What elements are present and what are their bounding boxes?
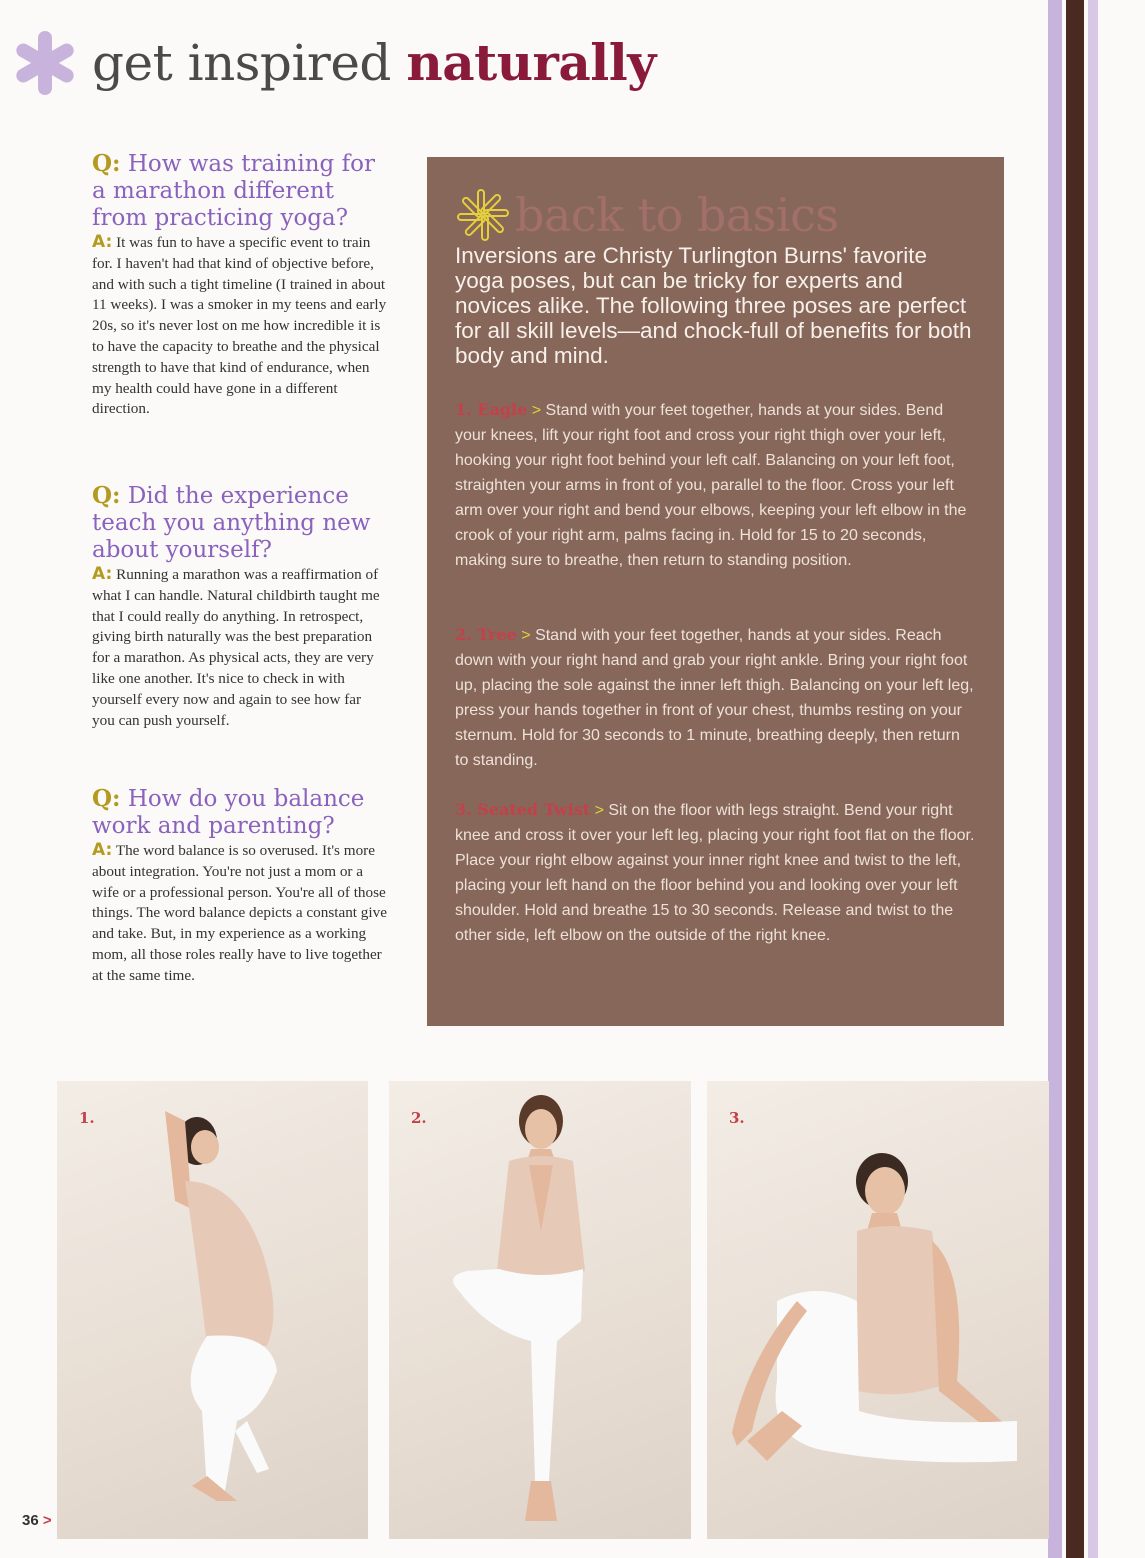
pose-tree [455, 622, 975, 773]
qa-block-3 [92, 785, 387, 987]
question-text: How do you balance work and parenting? [92, 786, 365, 839]
photo-tree-pose [389, 1081, 691, 1539]
question [92, 785, 387, 840]
a-mark: A: [92, 232, 113, 252]
pose-text: Sit on the floor with legs straight. Bend your right knee and cross it over your left leg, placing your right foot flat on the floor. Place your right elbow against your inner right knee and twist to the left, placing your left hand on the floor behind you and looking over your left shoulder. Hold and breathe 15 to 30 seconds. Release and twist to the other side, left elbow on the outside of the right knee. [455, 802, 975, 944]
pose-arrow: > [594, 802, 604, 819]
page-number-arrow: > [42, 1512, 52, 1529]
question-text: How was training for a marathon different from practicing yoga? [92, 151, 375, 231]
answer [92, 564, 387, 731]
q-mark: Q: [92, 785, 121, 812]
question [92, 150, 387, 232]
question-text: Did the experience teach you anything new about yourself? [92, 483, 371, 563]
photo-label: 3. [729, 1109, 745, 1127]
answer-text: It was fun to have a specific event to train for. I haven't had that kind of objective before, and with such a tight timeline (I trained in about 11 weeks). I was a smoker in my teens and early 20s, so it's never lost on me how incredible it is to have the capacity to breathe and the physical strength to have that kind of endurance, when my health could have gone in a different direction. [92, 234, 387, 418]
a-mark: A: [92, 840, 113, 860]
edge-stripe-lilac-outer [1088, 0, 1098, 1558]
pose-text: Stand with your feet together, hands at your sides. Bend your knees, lift your right foot and cross your right thigh over your left, hooking your right foot behind your left calf. Balancing on your left foot, straighten your arms in front of you, parallel to the floor. Cross your left arm over your right and bend your elbows, keeping your left elbow in the crook of your right arm, palms facing in. Hold for 15 to 20 seconds, making sure to breathe, then return to standing position. [455, 402, 967, 569]
pose-arrow: > [531, 402, 542, 419]
photo-seated-twist-pose [707, 1081, 1049, 1539]
basics-heading [453, 187, 839, 243]
pose-name: 3. Seated Twist [455, 800, 591, 819]
edge-stripe-lilac [1048, 0, 1062, 1558]
photo-label: 2. [411, 1109, 427, 1127]
pose-eagle [455, 397, 975, 573]
qa-block-1 [92, 150, 387, 420]
page-title [92, 33, 656, 92]
basics-intro: Inversions are Christy Turlington Burns' favorite yoga poses, but can be tricky for experts and novices alike. The following three poses are perfect for all skill levels—and chock-full of benefits for both body and mind. [455, 243, 972, 368]
q-mark: Q: [92, 150, 121, 177]
figure-eagle-icon [57, 1081, 368, 1539]
asterisk-icon [8, 27, 80, 99]
page-number [22, 1512, 52, 1529]
answer [92, 840, 387, 987]
page-title-light: get inspired [92, 34, 391, 92]
q-mark: Q: [92, 482, 121, 509]
pose-name: 2. Tree [455, 625, 517, 644]
flower-icon [453, 187, 509, 243]
photo-eagle-pose [57, 1081, 368, 1539]
pose-name: 1. Eagle [455, 400, 528, 419]
page-title-bold: naturally [406, 33, 656, 92]
pose-arrow: > [521, 627, 531, 644]
photo-label: 1. [79, 1109, 95, 1127]
answer [92, 232, 387, 420]
a-mark: A: [92, 564, 113, 584]
question [92, 482, 387, 564]
edge-stripe-brown [1066, 0, 1084, 1558]
back-to-basics-panel [427, 157, 1004, 1026]
figure-tree-icon [389, 1081, 691, 1539]
answer-text: The word balance is so overused. It's more about integration. You're not just a mom or a wife or a professional person. You're all of those things. The word balance depicts a constant give and take. But, in my experience as a working mom, all those roles really have to live together at the same time. [92, 842, 387, 984]
qa-block-2 [92, 482, 387, 731]
answer-text: Running a marathon was a reaffirmation of what I can handle. Natural childbirth taught me that I could really do anything. In retrospect, giving birth naturally was the best preparation for a marathon. As physical acts, they are very like one another. It's nice to check in with yourself every now and again to see how far you can push yourself. [92, 566, 380, 729]
figure-seated-twist-icon [707, 1081, 1049, 1539]
page-number-text: 36 [22, 1512, 39, 1529]
pose-seated-twist [455, 797, 975, 948]
pose-text: Stand with your feet together, hands at your sides. Reach down with your right hand and grab your right ankle. Bring your right foot up, placing the sole against the inner left thigh. Balancing on your left leg, press your hands together in front of your chest, thumbs resting on your sternum. Hold for 30 seconds to 1 minute, breathing deeply, then return to standing. [455, 627, 974, 769]
basics-title: back to basics [515, 188, 839, 242]
section-header [8, 18, 656, 108]
